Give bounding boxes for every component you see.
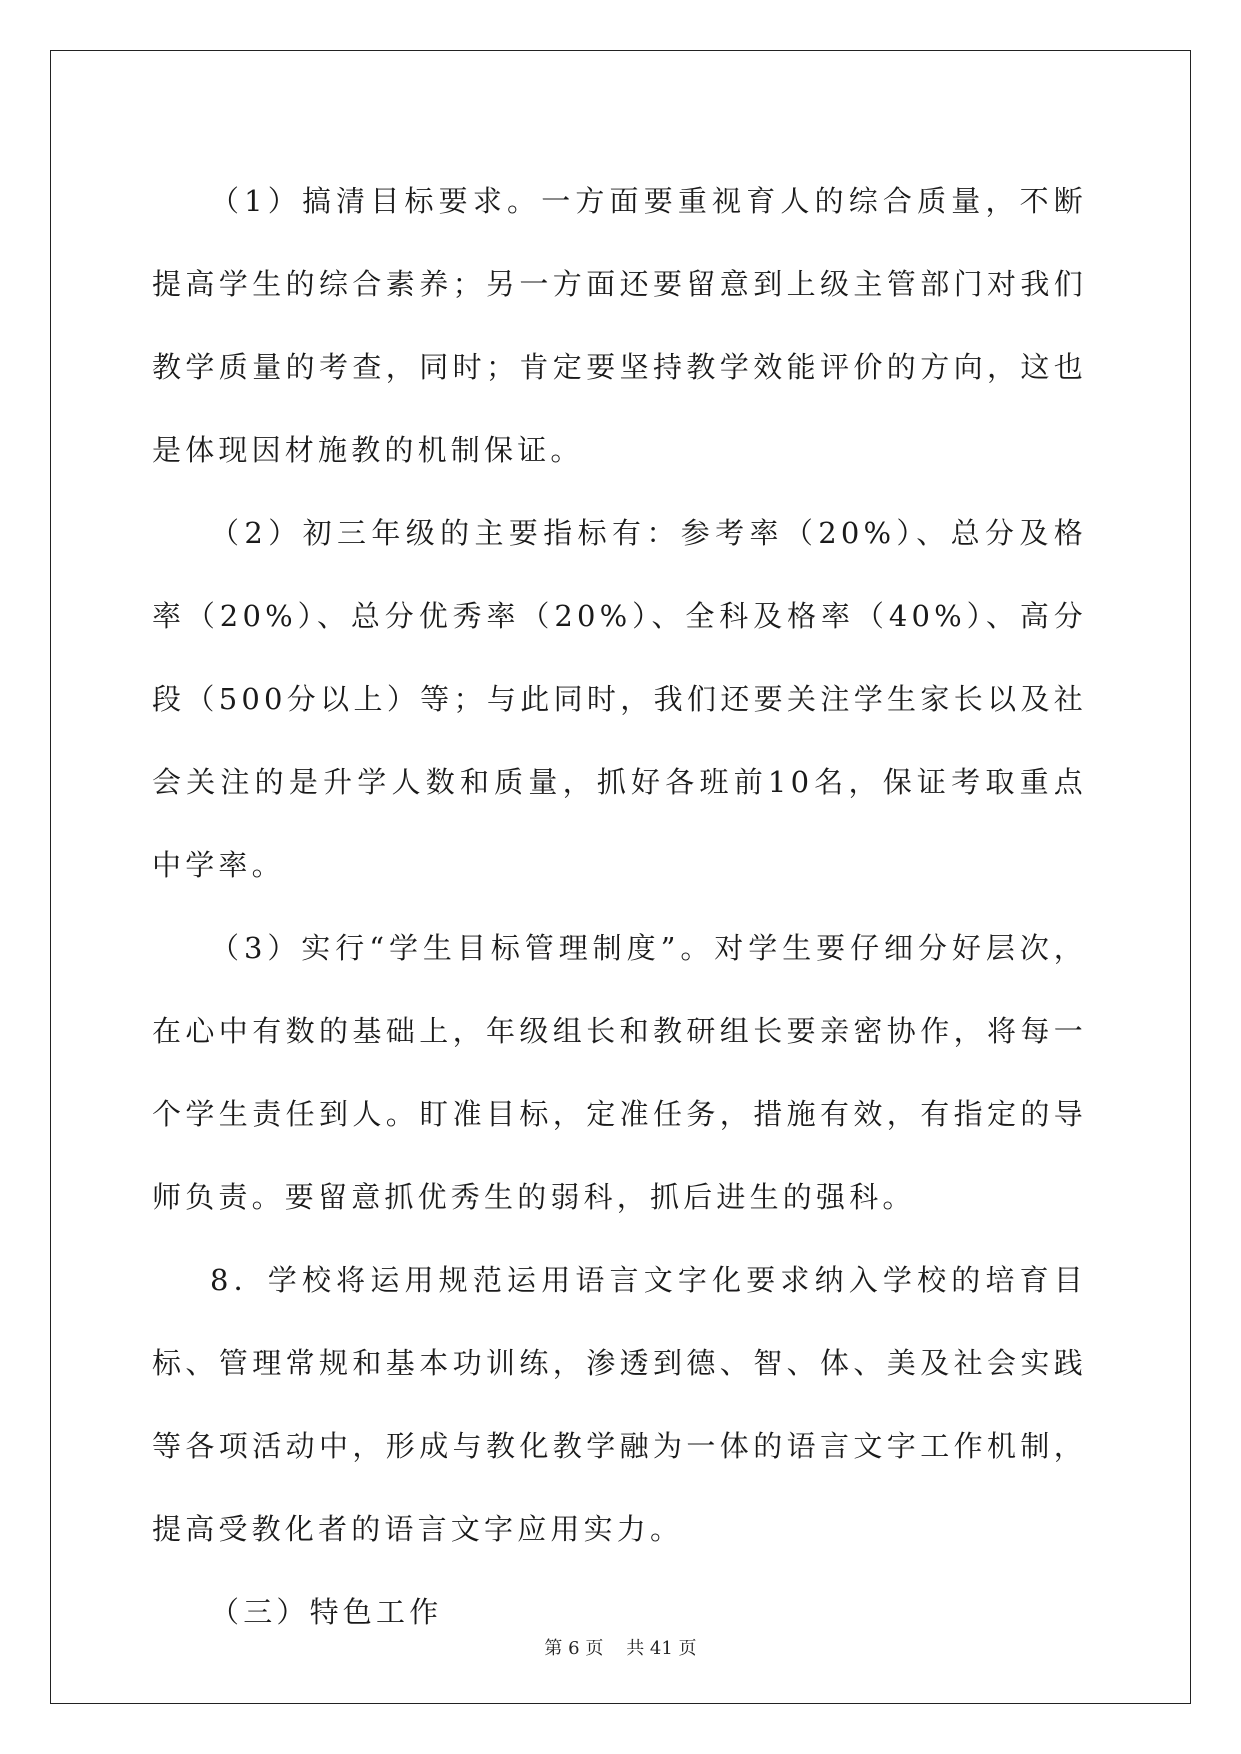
document-body [152, 160, 1087, 1654]
paragraph-goal-requirements: （1）搞清目标要求。一方面要重视育人的综合质量，不断提高学生的综合素养；另一方面还要留意到上级主管部门对我们教学质量的考查，同时；肯定要坚持教学效能评价的方向，这也是体现因材施教的机制保证。 [152, 184, 1087, 467]
paragraph-grade-indicators: （2）初三年级的主要指标有：参考率（20%）、总分及格率（20%）、总分优秀率（20%）、全科及格率（40%）、高分段（500分以上）等；与此同时，我们还要关注学生家长以及社会关注的是升学人数和质量，抓好各班前10名，保证考取重点中学率。 [152, 516, 1087, 882]
paragraph-language-standards: 8．学校将运用规范运用语言文字化要求纳入学校的培育目标、管理常规和基本功训练，渗透到德、智、体、美及社会实践等各项活动中，形成与教化教学融为一体的语言文字工作机制，提高受教化者的语言文字应用实力。 [152, 1263, 1087, 1546]
paragraph-target-management: （3）实行“学生目标管理制度”。对学生要仔细分好层次，在心中有数的基础上，年级组长和教研组长要亲密协作，将每一个学生责任到人。盯准目标，定准任务，措施有效，有指定的导师负责。要留意抓优秀生的弱科，抓后进生的强科。 [152, 931, 1087, 1214]
page-footer [0, 1634, 1241, 1660]
section-heading-special-work: （三）特色工作 [210, 1595, 443, 1629]
page-number: 第 6 页 共 41 页 [544, 1638, 697, 1659]
